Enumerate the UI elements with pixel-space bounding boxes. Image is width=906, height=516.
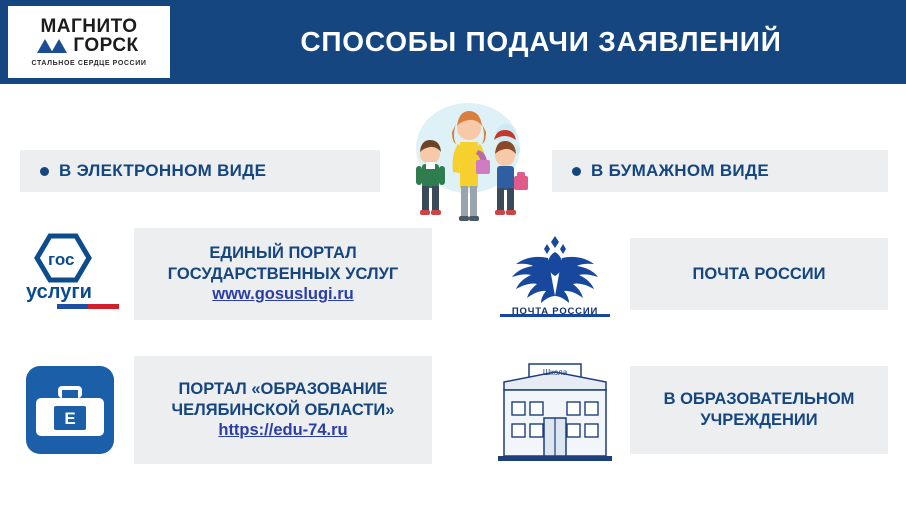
svg-text:E: E	[64, 409, 76, 428]
page-title: СПОСОБЫ ПОДАЧИ ЗАЯВЛЕНИЙ	[300, 26, 782, 57]
svg-text:услуги: услуги	[26, 281, 92, 303]
svg-text:гос: гос	[48, 250, 75, 269]
gosuslugi-title-line2: ГОСУДАРСТВЕННЫХ УСЛУГ	[167, 264, 399, 283]
gosuslugi-title-line1: ЕДИНЫЙ ПОРТАЛ	[209, 244, 357, 263]
gosuslugi-label	[134, 228, 432, 320]
magnitogorsk-logo	[8, 6, 170, 78]
family-illustration-icon	[388, 88, 548, 223]
logo-bottom-row	[39, 36, 138, 55]
school-label	[630, 366, 888, 454]
pochta-label	[630, 238, 888, 310]
pochta-title-line1: ПОЧТА РОССИИ	[692, 264, 826, 283]
gosuslugi-logo-icon	[24, 232, 124, 316]
logo-top-row	[40, 17, 137, 36]
school-title-line1: В ОБРАЗОВАТЕЛЬНОМ	[663, 390, 855, 409]
edu74-title-line2: ЧЕЛЯБИНСКОЙ ОБЛАСТИ»	[171, 400, 395, 419]
logo-word-top: МАГНИТО	[40, 15, 138, 37]
section-banner-paper	[552, 150, 888, 192]
bullet-icon	[572, 167, 581, 176]
section-banner-electronic	[20, 150, 380, 192]
school-title-line2: УЧРЕЖДЕНИИ	[700, 411, 818, 429]
education-portal-icon	[22, 362, 118, 458]
logo-word-bottom: ГОРСК	[73, 35, 139, 56]
section-banner-paper-label: В БУМАЖНОМ ВИДЕ	[591, 161, 770, 180]
edu74-link[interactable]: https://edu-74.ru	[218, 421, 348, 440]
mountains-icon	[39, 38, 69, 53]
page-header	[0, 0, 906, 84]
logo-tagline: СТАЛЬНОЕ СЕРДЦЕ РОССИИ	[31, 60, 147, 68]
edu74-label	[134, 356, 432, 464]
school-sign-label: Школа	[542, 368, 568, 377]
section-banner-electronic-label: В ЭЛЕКТРОННОМ ВИДЕ	[59, 161, 267, 180]
bullet-icon	[40, 167, 49, 176]
edu74-title-line1: ПОРТАЛ «ОБРАЗОВАНИЕ	[178, 380, 388, 399]
gosuslugi-link[interactable]: www.gosuslugi.ru	[212, 285, 354, 304]
russian-post-logo-caption: ПОЧТА РОССИИ	[511, 306, 599, 317]
